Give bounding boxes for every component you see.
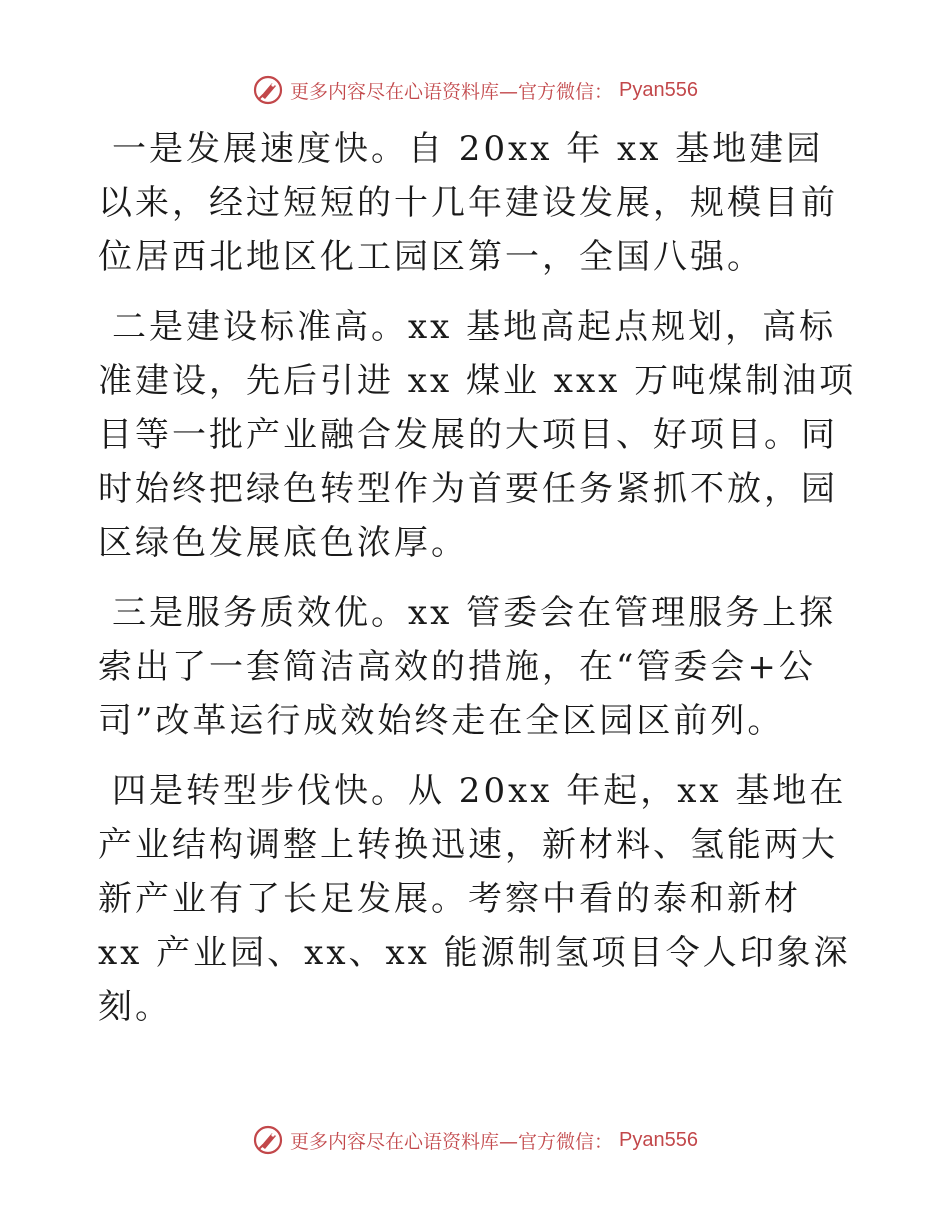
paragraph-3: 三是服务质效优。xx 管委会在管理服务上探索出了一套简洁高效的措施，在“管委会+公司”改革运行成效始终走在全区园区前列。 xyxy=(98,593,837,741)
banner-handle: Pyan556 xyxy=(619,1128,698,1151)
pen-nib-seal-icon xyxy=(252,74,284,106)
header-watermark-banner xyxy=(0,70,950,110)
banner-text: 更多内容尽在心语资料库—官方微信： xyxy=(290,1130,614,1153)
paragraph-4: 四是转型步伐快。从 20xx 年起，xx 基地在产业结构调整上转换迅速，新材料、氢能两大新产业有了长足发展。考察中看的泰和新材 xx 产业园、xx、xx 能源制氢项目令人印象深刻。 xyxy=(98,771,851,1027)
banner-handle: Pyan556 xyxy=(619,78,698,101)
paragraph-1: 一是发展速度快。自 20xx 年 xx 基地建园以来，经过短短的十几年建设发展，规模目前位居西北地区化工园区第一，全国八强。 xyxy=(98,129,838,277)
paragraph-2: 二是建设标准高。xx 基地高起点规划，高标准建设，先后引进 xx 煤业 xxx 万吨煤制油项目等一批产业融合发展的大项目、好项目。同时始终把绿色转型作为首要任务紧抓不放，园区绿色发展底色浓厚。 xyxy=(98,307,857,563)
banner-text: 更多内容尽在心语资料库—官方微信： xyxy=(290,80,614,103)
footer-watermark-banner xyxy=(0,1120,950,1160)
document-body xyxy=(98,122,858,1050)
pen-nib-seal-icon xyxy=(252,1124,284,1156)
